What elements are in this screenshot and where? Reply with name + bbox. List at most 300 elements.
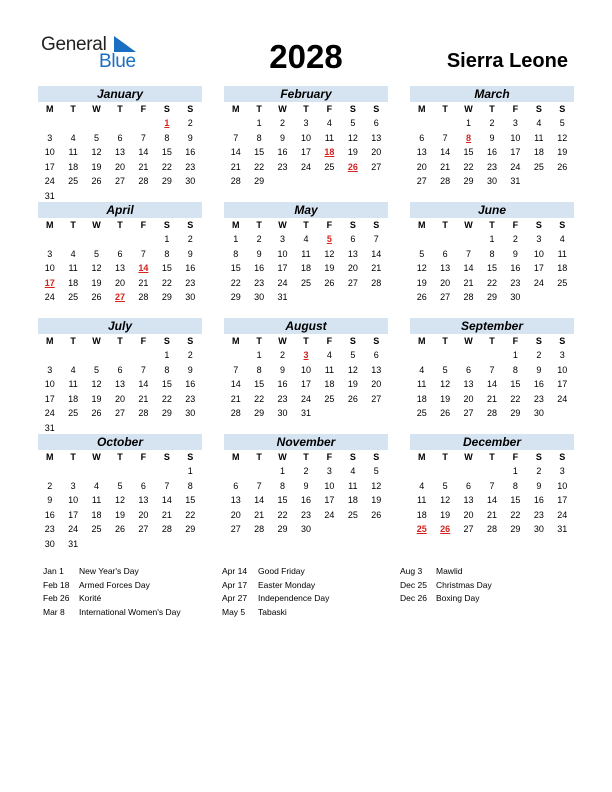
month-title: February <box>224 86 388 102</box>
day-cell: 12 <box>440 379 451 389</box>
holiday-entry <box>222 606 329 620</box>
day-cell: 6 <box>373 350 379 360</box>
day-cell: 17 <box>557 495 568 505</box>
day-cell: 14 <box>161 495 172 505</box>
day-cell: 6 <box>442 248 448 259</box>
day-cell: 12 <box>440 495 451 505</box>
day-cell: 26 <box>371 509 382 520</box>
weekday-header: S <box>535 452 542 462</box>
empty-cell <box>433 464 456 479</box>
day-cell: 2 <box>489 118 495 128</box>
day-cell: 9 <box>187 132 193 143</box>
day-cell: 17 <box>277 263 288 273</box>
day-cell: 8 <box>164 132 170 143</box>
weekday-header: M <box>417 220 426 230</box>
day-cell: 8 <box>164 364 170 375</box>
calendar-year: 2028 <box>269 38 343 75</box>
empty-cell <box>108 464 131 479</box>
day-cell: 6 <box>466 480 472 491</box>
day-cell: 25 <box>68 176 79 186</box>
day-cell: 3 <box>512 118 518 128</box>
day-cell: 11 <box>557 248 567 259</box>
empty-cell <box>457 232 480 247</box>
day-cell: 20 <box>138 509 149 520</box>
weekday-header: W <box>278 220 287 230</box>
empty-cell <box>132 232 155 247</box>
day-cell: 12 <box>91 263 102 273</box>
day-cell: 9 <box>303 480 309 491</box>
day-cell: 7 <box>140 364 146 375</box>
day-cell: 7 <box>140 248 146 259</box>
day-cell: 20 <box>416 161 427 172</box>
day-cell: 28 <box>138 408 149 418</box>
weekday-header: M <box>231 104 240 114</box>
day-cell: 25 <box>68 408 79 418</box>
day-cell: 7 <box>164 480 170 491</box>
weekday-header: T <box>117 220 123 230</box>
day-cell: 8 <box>280 480 286 491</box>
day-cell: 1 <box>233 234 239 244</box>
holiday-day: 26 <box>347 161 358 172</box>
day-cell: 10 <box>44 379 55 389</box>
holiday-date: Dec 26 <box>400 593 427 603</box>
weekday-header: F <box>140 336 147 346</box>
empty-cell <box>85 116 108 131</box>
weekday-header: T <box>117 104 123 114</box>
day-cell: 3 <box>280 234 286 244</box>
weekday-header: S <box>349 220 356 230</box>
day-cell: 6 <box>117 248 123 259</box>
day-cell: 21 <box>230 161 241 172</box>
day-cell: 8 <box>164 248 170 259</box>
day-cell: 24 <box>324 509 335 520</box>
day-cell: 25 <box>347 509 358 520</box>
day-cell: 17 <box>324 495 335 505</box>
day-cell: 28 <box>254 524 265 534</box>
empty-cell <box>433 232 456 247</box>
logo-text-blue: Blue <box>99 51 136 72</box>
empty-cell <box>457 464 480 479</box>
weekday-header: F <box>512 220 519 230</box>
day-cell: 7 <box>233 364 239 375</box>
day-cell: 10 <box>44 147 55 157</box>
month-grid <box>410 334 574 421</box>
weekday-header: M <box>45 336 54 346</box>
day-cell: 28 <box>440 176 451 186</box>
day-cell: 30 <box>185 408 196 418</box>
day-cell: 20 <box>114 277 125 288</box>
day-cell: 28 <box>230 176 241 186</box>
month-june <box>410 202 574 305</box>
weekday-header: S <box>373 452 380 462</box>
day-cell: 20 <box>371 147 382 157</box>
day-cell: 18 <box>68 277 79 288</box>
weekday-header: S <box>349 104 356 114</box>
empty-cell <box>132 464 155 479</box>
day-cell: 19 <box>416 277 427 288</box>
empty-cell <box>61 232 84 247</box>
day-cell: 17 <box>44 393 55 404</box>
day-cell: 8 <box>512 364 518 375</box>
empty-cell <box>224 116 247 131</box>
holiday-day: 25 <box>416 524 427 534</box>
day-cell: 18 <box>416 393 427 404</box>
day-cell: 6 <box>350 234 356 244</box>
month-october <box>38 434 202 551</box>
day-cell: 15 <box>185 495 196 505</box>
weekday-header: S <box>559 336 566 346</box>
day-cell: 16 <box>185 263 196 273</box>
holiday-name: Tabaski <box>258 606 287 617</box>
day-cell: 27 <box>463 524 474 534</box>
weekday-header: S <box>187 336 194 346</box>
weekday-header: F <box>140 104 147 114</box>
day-cell: 13 <box>416 147 427 157</box>
holiday-day: 27 <box>114 292 125 302</box>
day-cell: 13 <box>230 495 241 505</box>
day-cell: 1 <box>164 234 170 244</box>
day-cell: 18 <box>324 379 335 389</box>
month-may <box>224 202 388 305</box>
day-cell: 23 <box>185 393 196 404</box>
day-cell: 4 <box>559 234 565 244</box>
day-cell: 12 <box>324 248 335 259</box>
day-cell: 4 <box>536 118 542 128</box>
day-cell: 23 <box>510 277 521 288</box>
day-cell: 3 <box>326 466 332 476</box>
day-cell: 30 <box>533 408 544 418</box>
day-cell: 7 <box>466 248 472 259</box>
day-cell: 21 <box>486 509 497 520</box>
empty-cell <box>85 348 108 363</box>
day-cell: 28 <box>230 408 241 418</box>
day-cell: 9 <box>489 132 495 143</box>
empty-cell <box>132 116 155 131</box>
day-cell: 2 <box>47 480 53 491</box>
holiday-day: 3 <box>303 350 309 360</box>
day-cell: 6 <box>140 480 146 491</box>
month-march <box>410 86 574 189</box>
day-cell: 8 <box>256 364 262 375</box>
holiday-date: Jan 1 <box>43 566 64 576</box>
day-cell: 14 <box>463 263 474 273</box>
day-cell: 10 <box>557 364 568 375</box>
day-cell: 27 <box>114 408 125 418</box>
empty-cell <box>61 116 84 131</box>
day-cell: 5 <box>419 248 425 259</box>
weekday-header: F <box>140 452 147 462</box>
holiday-name: Boxing Day <box>436 593 480 603</box>
day-cell: 8 <box>187 480 193 491</box>
weekday-header: S <box>349 336 356 346</box>
holiday-name: International Women's Day <box>79 606 181 617</box>
day-cell: 11 <box>68 379 78 389</box>
empty-cell <box>410 348 433 363</box>
day-cell: 5 <box>350 350 356 360</box>
month-grid <box>38 450 202 551</box>
day-cell: 20 <box>463 509 474 520</box>
day-cell: 11 <box>324 364 335 375</box>
day-cell: 24 <box>510 161 521 172</box>
day-cell: 5 <box>94 248 100 259</box>
holiday-entry <box>400 579 492 593</box>
day-cell: 27 <box>138 524 149 534</box>
month-november <box>224 434 388 537</box>
weekday-header: W <box>464 220 473 230</box>
day-cell: 26 <box>324 277 335 288</box>
day-cell: 3 <box>47 132 53 143</box>
day-cell: 21 <box>254 509 265 520</box>
month-grid <box>38 334 202 435</box>
weekday-header: M <box>45 104 54 114</box>
day-cell: 15 <box>510 379 521 389</box>
day-cell: 3 <box>536 234 542 244</box>
day-cell: 10 <box>533 248 544 259</box>
day-cell: 14 <box>486 495 497 505</box>
month-december <box>410 434 574 537</box>
day-cell: 8 <box>489 248 495 259</box>
day-cell: 4 <box>326 118 332 128</box>
day-cell: 7 <box>489 480 495 491</box>
holiday-entry <box>400 592 492 606</box>
day-cell: 27 <box>440 292 451 302</box>
day-cell: 13 <box>371 132 382 143</box>
day-cell: 12 <box>557 132 568 143</box>
day-cell: 3 <box>559 466 565 476</box>
holiday-name: Mawlid <box>436 566 463 576</box>
day-cell: 13 <box>114 263 125 273</box>
day-cell: 25 <box>91 524 102 534</box>
day-cell: 14 <box>486 379 497 389</box>
day-cell: 11 <box>417 495 427 505</box>
day-cell: 16 <box>185 147 196 157</box>
day-cell: 5 <box>350 118 356 128</box>
day-cell: 7 <box>442 132 448 143</box>
month-title: December <box>410 434 574 450</box>
day-cell: 19 <box>91 393 102 404</box>
month-grid <box>38 218 202 305</box>
day-cell: 2 <box>536 350 542 360</box>
weekday-header: W <box>278 104 287 114</box>
day-cell: 29 <box>185 524 196 534</box>
weekday-header: S <box>349 452 356 462</box>
empty-cell <box>85 464 108 479</box>
country-name: Sierra Leone <box>446 50 568 72</box>
holiday-name: Independence Day <box>258 593 330 603</box>
day-cell: 2 <box>256 234 262 244</box>
weekday-header: W <box>92 220 101 230</box>
day-cell: 14 <box>138 147 149 157</box>
day-cell: 9 <box>536 480 542 491</box>
weekday-header: T <box>442 104 448 114</box>
month-grid <box>224 218 388 305</box>
day-cell: 18 <box>557 263 568 273</box>
holiday-name: Korité <box>79 593 102 603</box>
day-cell: 29 <box>254 408 265 418</box>
weekday-header: M <box>45 220 54 230</box>
day-cell: 6 <box>117 364 123 375</box>
day-cell: 5 <box>94 132 100 143</box>
empty-cell <box>108 232 131 247</box>
day-cell: 24 <box>44 176 55 186</box>
day-cell: 19 <box>347 379 358 389</box>
holiday-day: 1 <box>164 118 170 128</box>
day-cell: 13 <box>371 364 382 375</box>
empty-cell <box>85 232 108 247</box>
month-grid <box>224 450 388 537</box>
holiday-day: 26 <box>440 524 451 534</box>
day-cell: 9 <box>256 248 262 259</box>
day-cell: 21 <box>440 161 451 172</box>
day-cell: 20 <box>371 379 382 389</box>
weekday-header: W <box>278 336 287 346</box>
day-cell: 30 <box>510 292 521 302</box>
day-cell: 21 <box>161 509 172 520</box>
weekday-header: W <box>92 104 101 114</box>
day-cell: 26 <box>557 161 568 172</box>
day-cell: 29 <box>161 292 172 302</box>
day-cell: 12 <box>416 263 427 273</box>
day-cell: 8 <box>512 480 518 491</box>
month-grid <box>410 102 574 189</box>
day-cell: 2 <box>187 118 193 128</box>
weekday-header: S <box>187 452 194 462</box>
day-cell: 11 <box>68 147 78 157</box>
day-cell: 20 <box>230 509 241 520</box>
day-cell: 18 <box>533 147 544 157</box>
empty-cell <box>38 232 61 247</box>
day-cell: 2 <box>536 466 542 476</box>
day-cell: 18 <box>347 495 358 505</box>
month-august <box>224 318 388 421</box>
weekday-header: M <box>231 220 240 230</box>
day-cell: 13 <box>463 495 474 505</box>
day-cell: 13 <box>440 263 451 273</box>
day-cell: 15 <box>161 147 172 157</box>
day-cell: 30 <box>185 176 196 186</box>
day-cell: 23 <box>254 277 265 288</box>
day-cell: 16 <box>44 509 55 520</box>
day-cell: 29 <box>486 292 497 302</box>
day-cell: 19 <box>440 393 451 404</box>
day-cell: 24 <box>68 524 79 534</box>
holiday-entry <box>43 606 181 620</box>
empty-cell <box>247 464 270 479</box>
weekday-header: T <box>303 220 309 230</box>
holiday-day: 8 <box>466 132 472 143</box>
day-cell: 12 <box>91 147 102 157</box>
holiday-day: 18 <box>324 147 335 157</box>
month-title: July <box>38 318 202 334</box>
day-cell: 2 <box>512 234 518 244</box>
day-cell: 29 <box>510 524 521 534</box>
empty-cell <box>108 116 131 131</box>
day-cell: 4 <box>70 132 76 143</box>
weekday-header: T <box>303 452 309 462</box>
day-cell: 13 <box>138 495 149 505</box>
day-cell: 1 <box>280 466 286 476</box>
weekday-header: M <box>231 336 240 346</box>
day-cell: 5 <box>94 364 100 375</box>
day-cell: 5 <box>373 466 379 476</box>
day-cell: 30 <box>486 176 497 186</box>
day-cell: 22 <box>277 509 288 520</box>
day-cell: 25 <box>533 161 544 172</box>
day-cell: 14 <box>371 248 382 259</box>
day-cell: 21 <box>138 277 149 288</box>
day-cell: 15 <box>254 379 265 389</box>
holiday-date: May 5 <box>222 606 246 617</box>
weekday-header: T <box>442 452 448 462</box>
day-cell: 5 <box>559 118 565 128</box>
empty-cell <box>457 348 480 363</box>
day-cell: 9 <box>280 364 286 375</box>
day-cell: 20 <box>347 263 358 273</box>
day-cell: 11 <box>68 263 78 273</box>
day-cell: 29 <box>277 524 288 534</box>
day-cell: 25 <box>324 161 335 172</box>
weekday-header: T <box>256 336 262 346</box>
day-cell: 23 <box>486 161 497 172</box>
empty-cell <box>61 464 84 479</box>
holiday-date: Mar 8 <box>43 606 65 617</box>
day-cell: 8 <box>256 132 262 143</box>
day-cell: 21 <box>463 277 474 288</box>
day-cell: 20 <box>440 277 451 288</box>
day-cell: 28 <box>486 524 497 534</box>
day-cell: 25 <box>68 292 79 302</box>
day-cell: 18 <box>68 161 79 172</box>
holiday-date: Feb 26 <box>43 593 70 603</box>
day-cell: 1 <box>256 118 262 128</box>
day-cell: 29 <box>254 176 265 186</box>
weekday-header: S <box>559 452 566 462</box>
day-cell: 4 <box>419 364 425 375</box>
weekday-header: F <box>326 336 333 346</box>
day-cell: 15 <box>277 495 288 505</box>
day-cell: 18 <box>300 263 311 273</box>
empty-cell <box>108 348 131 363</box>
weekday-header: T <box>442 336 448 346</box>
day-cell: 14 <box>138 379 149 389</box>
day-cell: 14 <box>440 147 451 157</box>
day-cell: 6 <box>466 364 472 375</box>
day-cell: 22 <box>161 161 172 172</box>
day-cell: 5 <box>442 364 448 375</box>
day-cell: 30 <box>277 408 288 418</box>
day-cell: 28 <box>486 408 497 418</box>
day-cell: 20 <box>463 393 474 404</box>
day-cell: 26 <box>440 408 451 418</box>
day-cell: 3 <box>47 248 53 259</box>
day-cell: 11 <box>324 132 335 143</box>
weekday-header: F <box>140 220 147 230</box>
day-cell: 16 <box>185 379 196 389</box>
day-cell: 6 <box>419 132 425 143</box>
logo-text-general: General <box>41 34 107 55</box>
day-cell: 15 <box>230 263 241 273</box>
day-cell: 23 <box>277 161 288 172</box>
day-cell: 21 <box>138 393 149 404</box>
day-cell: 13 <box>114 379 125 389</box>
day-cell: 17 <box>44 161 55 172</box>
day-cell: 9 <box>280 132 286 143</box>
empty-cell <box>410 116 433 131</box>
day-cell: 10 <box>300 132 311 143</box>
month-title: November <box>224 434 388 450</box>
month-grid <box>224 334 388 421</box>
day-cell: 3 <box>70 480 76 491</box>
